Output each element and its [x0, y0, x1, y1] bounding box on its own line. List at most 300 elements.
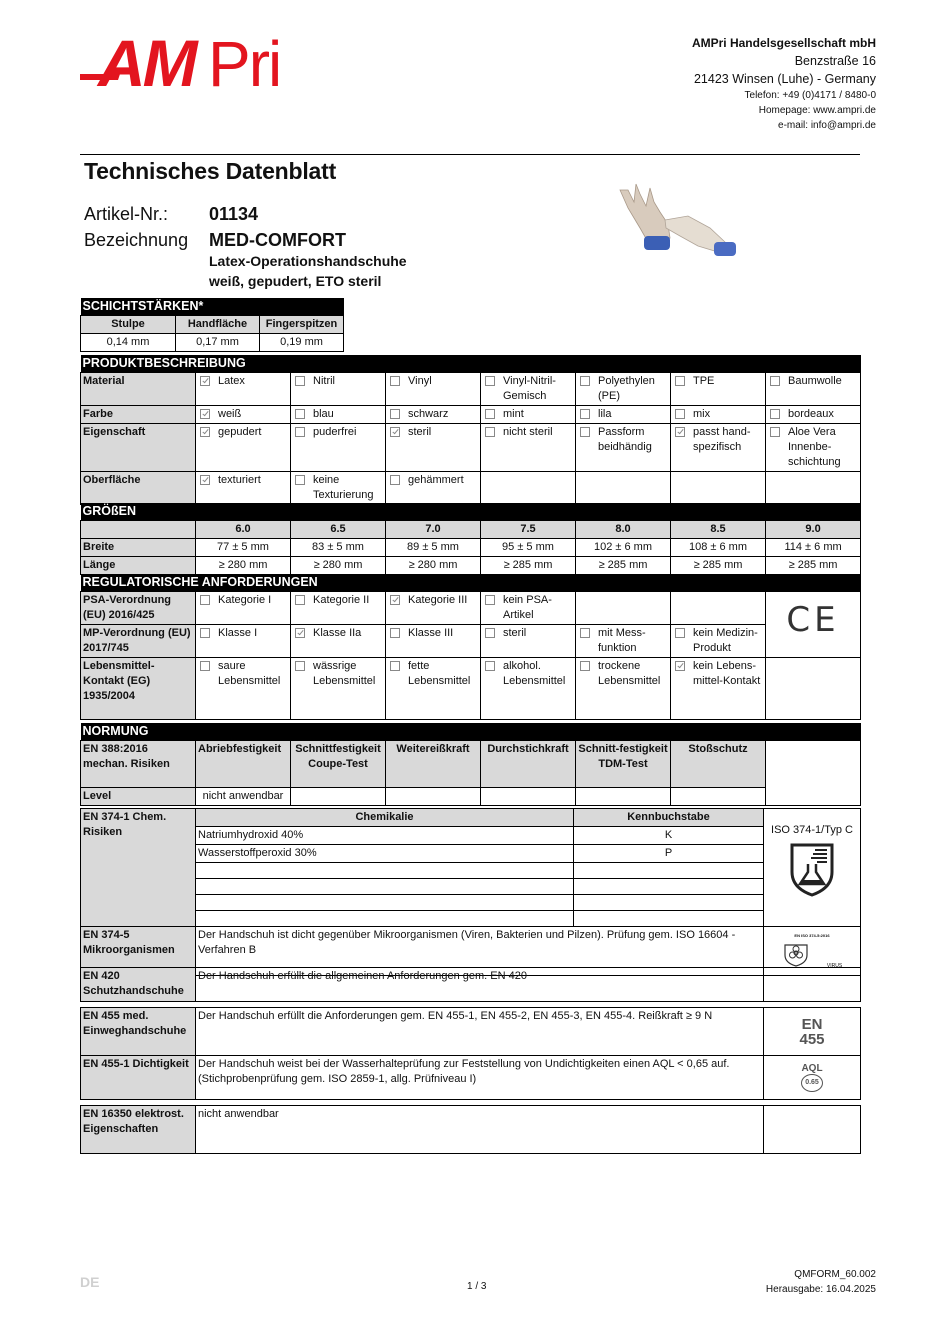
article-number-label: Artikel-Nr.: — [84, 204, 169, 224]
option-item-cell — [576, 406, 671, 424]
option-item-cell — [386, 424, 481, 472]
logo-text-am: AM — [98, 28, 195, 92]
en388-level-schnitt-coupe — [291, 788, 386, 806]
checkbox-unchecked-icon[interactable] — [675, 628, 685, 638]
size-row — [81, 539, 861, 557]
option-label: Vinyl-Nitril-Gemisch — [503, 375, 556, 402]
chem-row-4 — [196, 879, 574, 895]
option-item — [673, 425, 763, 455]
product-name-value: MED-COMFORT — [209, 230, 346, 250]
regulatory-option-cell — [481, 625, 576, 658]
en420-label: EN 420 Schutzhandschuhe — [81, 968, 196, 1002]
option-label: mit Mess-funktion — [598, 627, 646, 654]
option-item-cell — [481, 373, 576, 406]
option-item — [198, 407, 288, 422]
option-label: fette Lebensmittel — [408, 660, 471, 687]
en16350-table — [80, 1105, 861, 1154]
biohazard-shield-icon — [782, 943, 810, 967]
regulatory-option-cell — [196, 592, 291, 625]
option-item — [198, 473, 288, 488]
option-item-cell — [386, 373, 481, 406]
option-label: kein Lebens-mittel-Kontakt — [693, 660, 761, 687]
page-title: Technisches Datenblatt — [84, 158, 337, 184]
checkbox-unchecked-icon[interactable] — [580, 628, 590, 638]
option-item — [293, 374, 383, 389]
checkbox-checked-icon[interactable] — [675, 661, 685, 671]
option-item-cell — [576, 373, 671, 406]
option-label: mint — [503, 408, 524, 420]
option-label: Klasse I — [218, 627, 258, 639]
company-address — [692, 34, 876, 133]
checkbox-unchecked-icon[interactable] — [580, 427, 590, 437]
checkbox-unchecked-icon[interactable] — [295, 475, 305, 485]
option-item-cell — [196, 472, 291, 505]
option-item — [293, 425, 383, 440]
col-header-fingerspitzen: Fingerspitzen — [260, 316, 344, 334]
size-value: 102 ± 6 mm — [576, 539, 671, 557]
option-label: gehämmert — [408, 474, 464, 486]
en374-5-icon-bottom: VIRUS — [826, 963, 843, 969]
checkbox-unchecked-icon[interactable] — [580, 409, 590, 419]
city: 21423 Winsen (Luhe) - Germany — [693, 72, 876, 86]
en455-table — [80, 1007, 861, 1100]
checkbox-unchecked-icon[interactable] — [200, 661, 210, 671]
option-item-cell — [386, 472, 481, 505]
option-item — [293, 473, 383, 503]
regulatory-option-cell — [386, 625, 481, 658]
en455-icon-line2: 455 — [799, 1030, 825, 1048]
option-item-cell — [671, 373, 766, 406]
size-header: 8.5 — [671, 521, 766, 539]
en455-1-label: EN 455-1 Dichtigkeit — [81, 1056, 196, 1100]
option-item — [768, 374, 858, 389]
option-item — [483, 407, 573, 422]
regulatory-option — [198, 593, 288, 608]
option-item-cell — [671, 472, 766, 505]
regulatory-row — [81, 658, 861, 720]
option-item-cell — [766, 406, 861, 424]
checkbox-checked-icon[interactable] — [200, 409, 210, 419]
regulatory-option-cell — [291, 592, 386, 625]
option-label: kein PSA-Artikel — [503, 594, 552, 621]
option-label: bordeaux — [788, 408, 834, 420]
row-label: Oberfläche — [81, 472, 196, 505]
en374-5-icon-top: EN ISO 374-5:2016 — [794, 933, 830, 938]
checkbox-unchecked-icon[interactable] — [295, 595, 305, 605]
option-label: Vinyl — [408, 375, 432, 387]
option-item — [293, 407, 383, 422]
option-item — [578, 374, 668, 404]
en16350-label: EN 16350 elektrost. Eigenschaften — [81, 1106, 196, 1154]
checkbox-unchecked-icon[interactable] — [675, 409, 685, 419]
row-label: Material — [81, 373, 196, 406]
regulatory-option — [673, 659, 763, 689]
letter-row-4 — [574, 879, 764, 895]
size-header: 7.0 — [386, 521, 481, 539]
checkbox-unchecked-icon[interactable] — [675, 376, 685, 386]
regulatory-option — [388, 593, 478, 608]
en388-icon-cell — [766, 741, 861, 806]
phone: Telefon: +49 (0)4171 / 8480-0 — [744, 90, 876, 101]
checkbox-unchecked-icon[interactable] — [390, 628, 400, 638]
regulatory-option — [198, 626, 288, 641]
en455-icon — [764, 1008, 861, 1056]
iso374-1-icon-cell — [764, 809, 861, 927]
size-header: 9.0 — [766, 521, 861, 539]
header-divider — [80, 154, 860, 155]
option-item-cell — [291, 424, 386, 472]
section-header-schichtstaerken: SCHICHTSTÄRKEN* — [81, 298, 344, 316]
en374-5-label: EN 374-5 Mikroorganismen — [81, 927, 196, 976]
option-item — [578, 407, 668, 422]
size-header-row — [81, 521, 861, 539]
option-label: texturiert — [218, 474, 261, 486]
en420-icon-cell — [764, 968, 861, 1002]
company-name: AMPri Handelsgesellschaft mbH — [691, 36, 876, 50]
option-label: Aloe Vera Innenbe-schichtung — [788, 426, 841, 468]
en388-header-schnitt-tdm: Schnitt-festigkeit TDM-Test — [576, 741, 671, 788]
size-header: 6.5 — [291, 521, 386, 539]
size-value: 95 ± 5 mm — [481, 539, 576, 557]
letter-row-1: K — [574, 827, 764, 845]
checkbox-checked-icon[interactable] — [200, 427, 210, 437]
option-label: wässrige Lebensmittel — [313, 660, 376, 687]
en388-header-abrieb: Abriebfestigkeit — [196, 741, 291, 788]
option-label: mix — [693, 408, 711, 420]
en420-text: Der Handschuh erfüllt die allgemeinen Anforderungen gem. EN 420 — [196, 968, 764, 1002]
en388-label: EN 388:2016 mechan. Risiken — [81, 741, 196, 788]
checkbox-unchecked-icon[interactable] — [485, 628, 495, 638]
option-item-cell — [386, 406, 481, 424]
regulatory-option — [673, 626, 763, 656]
checkbox-checked-icon[interactable] — [390, 595, 400, 605]
checkbox-unchecked-icon[interactable] — [295, 427, 305, 437]
homepage-link[interactable]: Homepage: www.ampri.de — [758, 105, 876, 116]
option-label: Klasse IIa — [313, 627, 362, 639]
empty-cell — [766, 658, 861, 720]
en374-table — [80, 808, 861, 976]
option-item-cell — [481, 424, 576, 472]
en16350-icon-cell — [764, 1106, 861, 1154]
row-label: Farbe — [81, 406, 196, 424]
ce-mark-icon: CE — [786, 600, 840, 640]
option-item — [578, 425, 668, 455]
en374-1-label: EN 374-1 Chem. Risiken — [81, 809, 196, 927]
aql-icon-label: AQL — [801, 1063, 823, 1074]
street: Benzstraße 16 — [794, 54, 876, 68]
regulatory-option — [388, 626, 478, 641]
regulatory-option — [388, 659, 478, 689]
option-label: steril — [503, 627, 527, 639]
option-item-cell — [196, 424, 291, 472]
logo-text-pri: Pri — [208, 28, 281, 92]
form-number: QMFORM_60.002 — [794, 1269, 876, 1280]
en388-level-stoss — [671, 788, 766, 806]
ampri-logo — [80, 28, 290, 92]
en420-table — [80, 967, 861, 1002]
option-label: schwarz — [408, 408, 449, 420]
en388-level-label: Level — [81, 788, 196, 806]
option-item-cell — [196, 406, 291, 424]
option-label: Baumwolle — [788, 375, 842, 387]
letter-row-5 — [574, 895, 764, 911]
regulatory-label: Lebensmittel-Kontakt (EG) 1935/2004 — [81, 658, 196, 720]
checkbox-unchecked-icon[interactable] — [580, 376, 590, 386]
option-item — [483, 374, 573, 404]
checkbox-checked-icon[interactable] — [390, 427, 400, 437]
aql-icon-value: 0.65 — [801, 1074, 823, 1092]
option-item-cell — [291, 373, 386, 406]
size-row-label: Breite — [81, 539, 196, 557]
checkbox-unchecked-icon[interactable] — [580, 661, 590, 671]
checkbox-checked-icon[interactable] — [295, 628, 305, 638]
checkbox-unchecked-icon[interactable] — [485, 661, 495, 671]
regulatory-option — [293, 593, 383, 608]
value-handflaeche: 0,17 mm — [176, 334, 260, 352]
size-value: ≥ 285 mm — [576, 557, 671, 575]
option-label: Kategorie III — [408, 594, 468, 606]
regulatory-option-cell — [386, 658, 481, 720]
checkbox-unchecked-icon[interactable] — [485, 595, 495, 605]
option-item-cell — [291, 472, 386, 505]
option-item-cell — [766, 472, 861, 505]
regulatory-option-cell — [386, 592, 481, 625]
glove-image — [610, 180, 745, 260]
size-row-label: Länge — [81, 557, 196, 575]
regulatory-option-cell — [671, 592, 766, 625]
regulatory-option — [578, 659, 668, 689]
option-label: alkohol. Lebensmittel — [503, 660, 566, 687]
regulatory-option-cell — [576, 658, 671, 720]
size-value: 114 ± 6 mm — [766, 539, 861, 557]
produktbeschreibung-table — [80, 355, 861, 505]
product-name-label: Bezeichnung — [84, 230, 189, 250]
ce-mark-cell — [766, 592, 861, 658]
option-item-cell — [481, 406, 576, 424]
regulatory-option-cell — [576, 625, 671, 658]
regulatory-row — [81, 592, 861, 625]
article-number-value: 01134 — [209, 204, 259, 224]
option-label: saure Lebensmittel — [218, 660, 281, 687]
section-header-groessen: GRÖßEN — [81, 503, 861, 521]
regulatory-option-cell — [291, 625, 386, 658]
regulatory-option — [293, 659, 383, 689]
section-header-regulatorisch: REGULATORISCHE ANFORDERUNGEN — [81, 574, 861, 592]
option-item — [673, 374, 763, 389]
checkbox-unchecked-icon[interactable] — [770, 409, 780, 419]
option-label: Kategorie I — [218, 594, 272, 606]
option-item-cell — [766, 373, 861, 406]
regulatory-label: PSA-Verordnung (EU) 2016/425 — [81, 592, 196, 625]
checkbox-unchecked-icon[interactable] — [770, 427, 780, 437]
option-item — [388, 374, 478, 389]
option-label: Kategorie II — [313, 594, 370, 606]
form-info — [766, 1267, 876, 1297]
size-value: ≥ 285 mm — [671, 557, 766, 575]
en388-header-schnitt-coupe: Schnittfestigkeit Coupe-Test — [291, 741, 386, 788]
col-header-kennbuchstabe: Kennbuchstabe — [574, 809, 764, 827]
email-link[interactable]: e-mail: info@ampri.de — [778, 120, 876, 131]
regulatory-option-cell — [196, 658, 291, 720]
size-value: ≥ 280 mm — [291, 557, 386, 575]
regulatory-option — [483, 626, 573, 641]
size-header: 6.0 — [196, 521, 291, 539]
checkbox-unchecked-icon[interactable] — [295, 409, 305, 419]
option-item-cell — [196, 373, 291, 406]
option-label: Latex — [218, 375, 245, 387]
checkbox-unchecked-icon[interactable] — [485, 427, 495, 437]
regulatory-option-cell — [671, 625, 766, 658]
size-value: ≥ 280 mm — [196, 557, 291, 575]
checkbox-unchecked-icon[interactable] — [390, 376, 400, 386]
produkt-row — [81, 406, 861, 424]
option-label: passt hand-spezifisch — [693, 426, 751, 453]
col-header-stulpe: Stulpe — [81, 316, 176, 334]
option-label: puderfrei — [313, 426, 357, 438]
checkbox-checked-icon[interactable] — [200, 475, 210, 485]
chemical-flask-shield-icon — [787, 842, 837, 898]
product-subtitle-2: weiß, gepudert, ETO steril — [209, 273, 382, 289]
en388-level-schnitt-tdm — [576, 788, 671, 806]
size-header: 7.5 — [481, 521, 576, 539]
regulatory-option-cell — [671, 658, 766, 720]
size-row — [81, 557, 861, 575]
checkbox-unchecked-icon[interactable] — [200, 595, 210, 605]
option-label: blau — [313, 408, 334, 420]
option-label: Klasse III — [408, 627, 454, 639]
en455-1-text: Der Handschuh weist bei der Wasserhalteprüfung zur Feststellung von Undichtigkeiten einen AQL < 0,65 auf. (Stichprobenprüfung gem. ISO 2859-1, allg. Prüfniveau I) — [196, 1056, 764, 1100]
schichtstaerken-table — [80, 298, 344, 352]
option-item — [388, 407, 478, 422]
checkbox-unchecked-icon[interactable] — [295, 661, 305, 671]
checkbox-unchecked-icon[interactable] — [770, 376, 780, 386]
regulatory-label: MP-Verordnung (EU) 2017/745 — [81, 625, 196, 658]
checkbox-unchecked-icon[interactable] — [485, 409, 495, 419]
letter-row-2: P — [574, 845, 764, 863]
option-item — [388, 425, 478, 440]
en374-5-text: Der Handschuh ist dicht gegenüber Mikroorganismen (Viren, Bakterien und Pilzen). Prüfung gem. ISO 16604 - Verfahren B — [196, 927, 764, 976]
size-value: ≥ 285 mm — [481, 557, 576, 575]
checkbox-checked-icon[interactable] — [200, 376, 210, 386]
regulatory-option — [578, 626, 668, 656]
size-value: 77 ± 5 mm — [196, 539, 291, 557]
col-header-handflaeche: Handfläche — [176, 316, 260, 334]
checkbox-unchecked-icon[interactable] — [390, 475, 400, 485]
language-code: DE — [80, 1274, 100, 1290]
section-header-normung: NORMUNG — [81, 723, 861, 741]
size-value: ≥ 280 mm — [386, 557, 481, 575]
produkt-row — [81, 373, 861, 406]
size-value: 108 ± 6 mm — [671, 539, 766, 557]
regulatory-option-cell — [481, 658, 576, 720]
en455-label: EN 455 med. Einweghandschuhe — [81, 1008, 196, 1056]
option-label: weiß — [218, 408, 242, 420]
letter-row-6 — [574, 911, 764, 927]
option-label: steril — [408, 426, 432, 438]
iso374-1-caption: ISO 374-1/Typ C — [771, 824, 853, 836]
regulatory-option-cell — [576, 592, 671, 625]
size-value: 89 ± 5 mm — [386, 539, 481, 557]
checkbox-unchecked-icon[interactable] — [390, 661, 400, 671]
value-fingerspitzen: 0,19 mm — [260, 334, 344, 352]
en16350-text: nicht anwendbar — [196, 1106, 764, 1154]
size-value: ≥ 285 mm — [766, 557, 861, 575]
option-item-cell — [576, 424, 671, 472]
checkbox-unchecked-icon[interactable] — [390, 409, 400, 419]
option-label: Nitril — [313, 375, 335, 387]
option-label: trockene Lebensmittel — [598, 660, 661, 687]
chem-row-3 — [196, 863, 574, 879]
issue-date: Herausgabe: 16.04.2025 — [765, 1284, 876, 1295]
option-item — [388, 473, 478, 488]
size-header-blank — [81, 521, 196, 539]
regulatory-option-cell — [196, 625, 291, 658]
en455-icon-line1: EN — [801, 1015, 823, 1033]
row-label: Eigenschaft — [81, 424, 196, 472]
option-label: gepudert — [218, 426, 262, 438]
option-item — [673, 407, 763, 422]
chem-row-2: Wasserstoffperoxid 30% — [196, 845, 574, 863]
regulatory-option — [483, 593, 573, 623]
produkt-row — [81, 424, 861, 472]
option-label: Polyethylen (PE) — [598, 375, 655, 402]
option-item — [768, 425, 858, 470]
option-item — [768, 407, 858, 422]
aql-icon — [764, 1056, 861, 1100]
regulatory-row — [81, 625, 861, 658]
option-label: kein Medizin-Produkt — [693, 627, 758, 654]
option-label: Passform beidhändig — [598, 426, 652, 453]
letter-row-3 — [574, 863, 764, 879]
option-label: TPE — [693, 375, 715, 387]
option-item — [198, 425, 288, 440]
option-item — [483, 425, 573, 440]
groessen-table — [80, 503, 861, 575]
checkbox-unchecked-icon[interactable] — [485, 376, 495, 386]
col-header-chemikalie: Chemikalie — [196, 809, 574, 827]
regulatory-option-cell — [481, 592, 576, 625]
en388-table — [80, 723, 861, 806]
en388-header-durchstich: Durchstichkraft — [481, 741, 576, 788]
chem-row-5 — [196, 895, 574, 911]
value-stulpe: 0,14 mm — [81, 334, 176, 352]
option-item-cell — [576, 472, 671, 505]
en455-text: Der Handschuh erfüllt die Anforderungen gem. EN 455-1, EN 455-2, EN 455-3, EN 455-4. Reißkraft ≥ 9 N — [196, 1008, 764, 1056]
regulatory-option-cell — [291, 658, 386, 720]
option-item-cell — [766, 424, 861, 472]
produkt-row — [81, 472, 861, 505]
regulatory-option — [483, 659, 573, 689]
option-label: nicht steril — [503, 426, 553, 438]
en388-level-abrieb: nicht anwendbar — [196, 788, 291, 806]
option-item-cell — [481, 472, 576, 505]
chem-row-1: Natriumhydroxid 40% — [196, 827, 574, 845]
size-header: 8.0 — [576, 521, 671, 539]
en388-level-weiterreiss — [386, 788, 481, 806]
product-subtitle-1: Latex-Operationshandschuhe — [209, 253, 407, 269]
checkbox-unchecked-icon[interactable] — [200, 628, 210, 638]
section-header-produktbeschreibung: PRODUKTBESCHREIBUNG — [81, 355, 861, 373]
en388-header-weiterreiss: Weitereißkraft — [386, 741, 481, 788]
checkbox-checked-icon[interactable] — [675, 427, 685, 437]
option-item-cell — [671, 424, 766, 472]
option-item — [198, 374, 288, 389]
option-item-cell — [671, 406, 766, 424]
en388-header-stoss: Stoßschutz — [671, 741, 766, 788]
size-value: 83 ± 5 mm — [291, 539, 386, 557]
checkbox-unchecked-icon[interactable] — [295, 376, 305, 386]
regulatorisch-table — [80, 574, 861, 720]
